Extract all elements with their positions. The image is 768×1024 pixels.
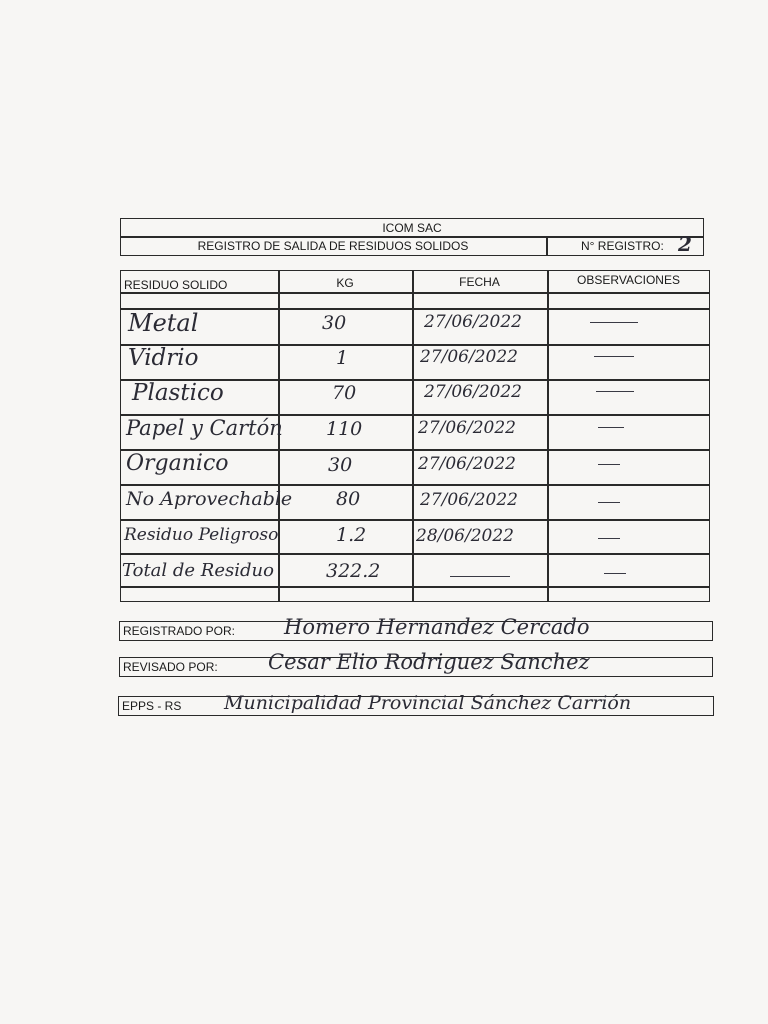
header-divider	[120, 236, 704, 238]
column-header-observaciones: OBSERVACIONES	[577, 273, 680, 287]
row-divider	[120, 308, 710, 310]
total-kg-cell: 322.2	[326, 560, 381, 582]
kg-cell: 70	[332, 382, 357, 404]
row-divider	[120, 553, 710, 555]
epps-label: EPPS - RS	[122, 699, 182, 713]
observaciones-dash	[590, 322, 638, 323]
row-divider	[120, 519, 710, 521]
fecha-cell: 27/06/2022	[424, 382, 522, 402]
observaciones-dash	[604, 573, 626, 574]
header-registro-divider	[546, 236, 548, 256]
row-divider	[120, 586, 710, 588]
column-header-fecha: FECHA	[459, 275, 500, 289]
column-header-kg: KG	[336, 276, 354, 290]
fecha-cell: 27/06/2022	[420, 347, 518, 367]
observaciones-dash	[598, 502, 620, 503]
residuo-cell: Metal	[128, 309, 199, 337]
row-divider	[120, 344, 710, 346]
registrado-value: Homero Hernandez Cercado	[284, 615, 590, 639]
observaciones-dash	[598, 427, 624, 428]
company-name: ICOM SAC	[382, 221, 442, 235]
observaciones-dash	[594, 356, 634, 357]
column-header-residuo: RESIDUO SOLIDO	[124, 278, 228, 292]
row-divider	[120, 484, 710, 486]
residuo-cell: Vidrio	[128, 345, 199, 371]
fecha-cell: 27/06/2022	[418, 418, 516, 438]
registrado-label: REGISTRADO POR:	[123, 624, 236, 638]
kg-cell: 30	[322, 312, 347, 334]
form-title: REGISTRO DE SALIDA DE RESIDUOS SOLIDOS	[197, 239, 469, 253]
revisado-label: REVISADO POR:	[123, 660, 218, 674]
revisado-value: Cesar Elio Rodriguez Sanchez	[268, 650, 590, 674]
observaciones-dash	[598, 464, 620, 465]
observaciones-dash	[596, 391, 634, 392]
fecha-cell: 27/06/2022	[418, 454, 516, 474]
residuo-cell: Papel y Cartón	[126, 416, 283, 440]
observaciones-dash	[598, 538, 620, 539]
row-divider	[120, 292, 710, 294]
fecha-cell: 27/06/2022	[420, 490, 518, 510]
fecha-cell: 27/06/2022	[424, 312, 522, 332]
kg-cell: 110	[326, 418, 363, 440]
residuo-cell: Residuo Peligroso	[124, 525, 279, 545]
kg-cell: 1.2	[336, 524, 367, 546]
kg-cell: 30	[328, 454, 353, 476]
residuo-cell: Plastico	[132, 380, 224, 406]
residuo-cell: No Aprovechable	[126, 488, 293, 510]
kg-cell: 1	[336, 347, 349, 369]
epps-value: Municipalidad Provincial Sánchez Carrión	[224, 692, 632, 714]
registro-value: 2	[678, 232, 692, 256]
kg-cell: 80	[336, 488, 361, 510]
residuo-cell: Organico	[126, 451, 229, 476]
fecha-cell: 28/06/2022	[416, 526, 514, 546]
total-label-cell: Total de Residuo	[122, 560, 274, 581]
registro-label: N° REGISTRO:	[581, 239, 664, 253]
fecha-dash	[450, 576, 510, 577]
